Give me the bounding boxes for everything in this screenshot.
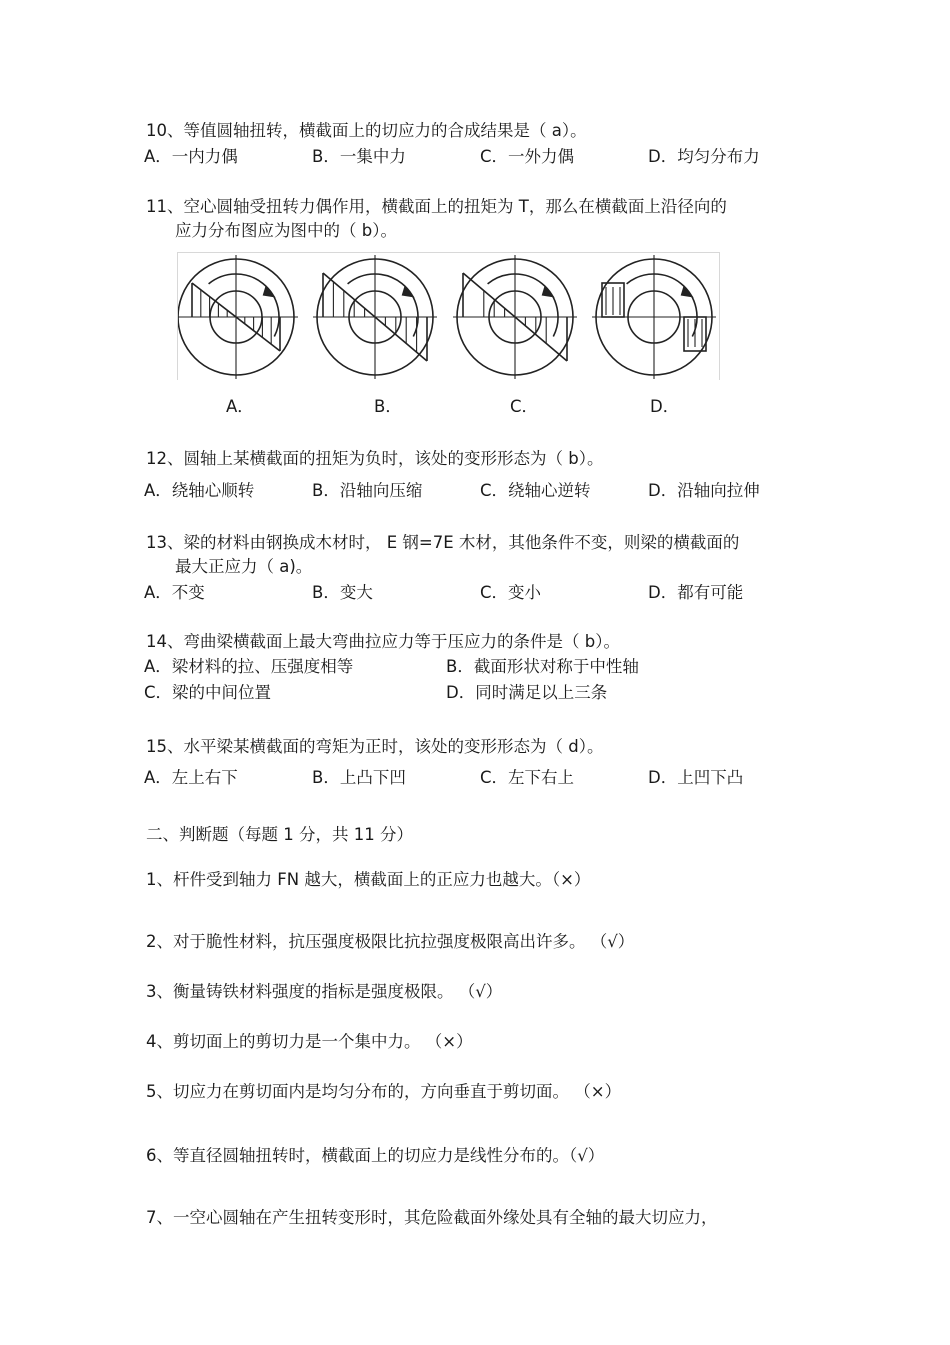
figure-label-d: D． [650, 397, 680, 416]
q14-stem: 14、弯曲梁横截面上最大弯曲拉应力等于压应力的条件是（ b）。 [146, 632, 620, 651]
judgement-item-1: 1、杆件受到轴力 FN 越大，横截面上的正应力也越大。（×） [146, 870, 591, 889]
judgement-item-2: 2、对于脆性材料，抗压强度极限比抗拉强度极限高出许多。 （√） [146, 932, 635, 951]
q15-option-b: B．上凸下凹 [312, 768, 406, 787]
q13-stem-line2: 最大正应力（ a)。 [175, 557, 313, 576]
q12-option-a: A．绕轴心顺转 [144, 481, 255, 500]
torque-arc-c [488, 274, 558, 337]
q15-option-a: A．左上右下 [144, 768, 238, 787]
q14-option-d: D．同时满足以上三条 [446, 683, 608, 702]
q12-stem: 12、圆轴上某横截面的扭矩为负时，该处的变形形态为（ b）。 [146, 449, 604, 468]
torque-arrowhead-d [681, 286, 694, 298]
q11-stem-line1: 11、空心圆轴受扭转力偶作用，横截面上的扭矩为 T，那么在横截面上沿径向的 [146, 197, 727, 216]
q15-option-c: C．左下右上 [480, 768, 575, 787]
stress-distribution-diagrams [178, 253, 721, 381]
torque-arc-d [627, 274, 697, 337]
judgement-item-4: 4、剪切面上的剪切力是一个集中力。 （×） [146, 1032, 473, 1051]
torque-arrowhead-b [402, 286, 415, 298]
q12-option-b: B．沿轴向压缩 [312, 481, 423, 500]
torque-arc-b [348, 274, 418, 337]
q13-option-b: B．变大 [312, 583, 373, 602]
stress-distribution-figure [177, 252, 720, 380]
section2-heading: 二、判断题（每题 1 分，共 11 分） [146, 825, 413, 844]
judgement-item-6: 6、等直径圆轴扭转时，横截面上的切应力是线性分布的。（√） [146, 1146, 605, 1165]
q14-option-c: C．梁的中间位置 [144, 683, 272, 702]
torque-arrowhead-c [542, 286, 555, 298]
q15-stem: 15、水平梁某横截面的弯矩为正时，该处的变形形态为（ d）。 [146, 737, 604, 756]
judgement-item-5: 5、切应力在剪切面内是均匀分布的，方向垂直于剪切面。 （×） [146, 1082, 622, 1101]
q14-option-b: B．截面形状对称于中性轴 [446, 657, 639, 676]
q13-option-d: D．都有可能 [648, 583, 744, 602]
q12-option-d: D．沿轴向拉伸 [648, 481, 760, 500]
figure-label-a: A． [226, 397, 254, 416]
q10-option-a: A．一内力偶 [144, 147, 238, 166]
q13-option-a: A．不变 [144, 583, 205, 602]
q13-stem-line1: 13、梁的材料由钢换成木材时， E 钢=7E 木材，其他条件不变，则梁的横截面的 [146, 533, 740, 552]
judgement-item-7: 7、一空心圆轴在产生扭转变形时，其危险截面外缘处具有全轴的最大切应力， [146, 1208, 718, 1227]
q15-option-d: D．上凹下凸 [648, 768, 744, 787]
q10-option-b: B．一集中力 [312, 147, 406, 166]
q12-option-c: C．绕轴心逆转 [480, 481, 591, 500]
q10-stem: 10、等值圆轴扭转，横截面上的切应力的合成结果是（ a）。 [146, 121, 587, 140]
q14-option-a: A．梁材料的拉、压强度相等 [144, 657, 354, 676]
q10-option-c: C．一外力偶 [480, 147, 575, 166]
torque-arrowhead-a [263, 286, 276, 298]
figure-label-c: C． [510, 397, 539, 416]
judgement-item-3: 3、衡量铸铁材料强度的指标是强度极限。 （√） [146, 982, 503, 1001]
q10-option-d: D．均匀分布力 [648, 147, 760, 166]
torque-arc-a [209, 274, 279, 337]
q13-option-c: C．变小 [480, 583, 542, 602]
figure-label-b: B． [374, 397, 402, 416]
q11-stem-line2: 应力分布图应为图中的（ b）。 [175, 221, 397, 240]
